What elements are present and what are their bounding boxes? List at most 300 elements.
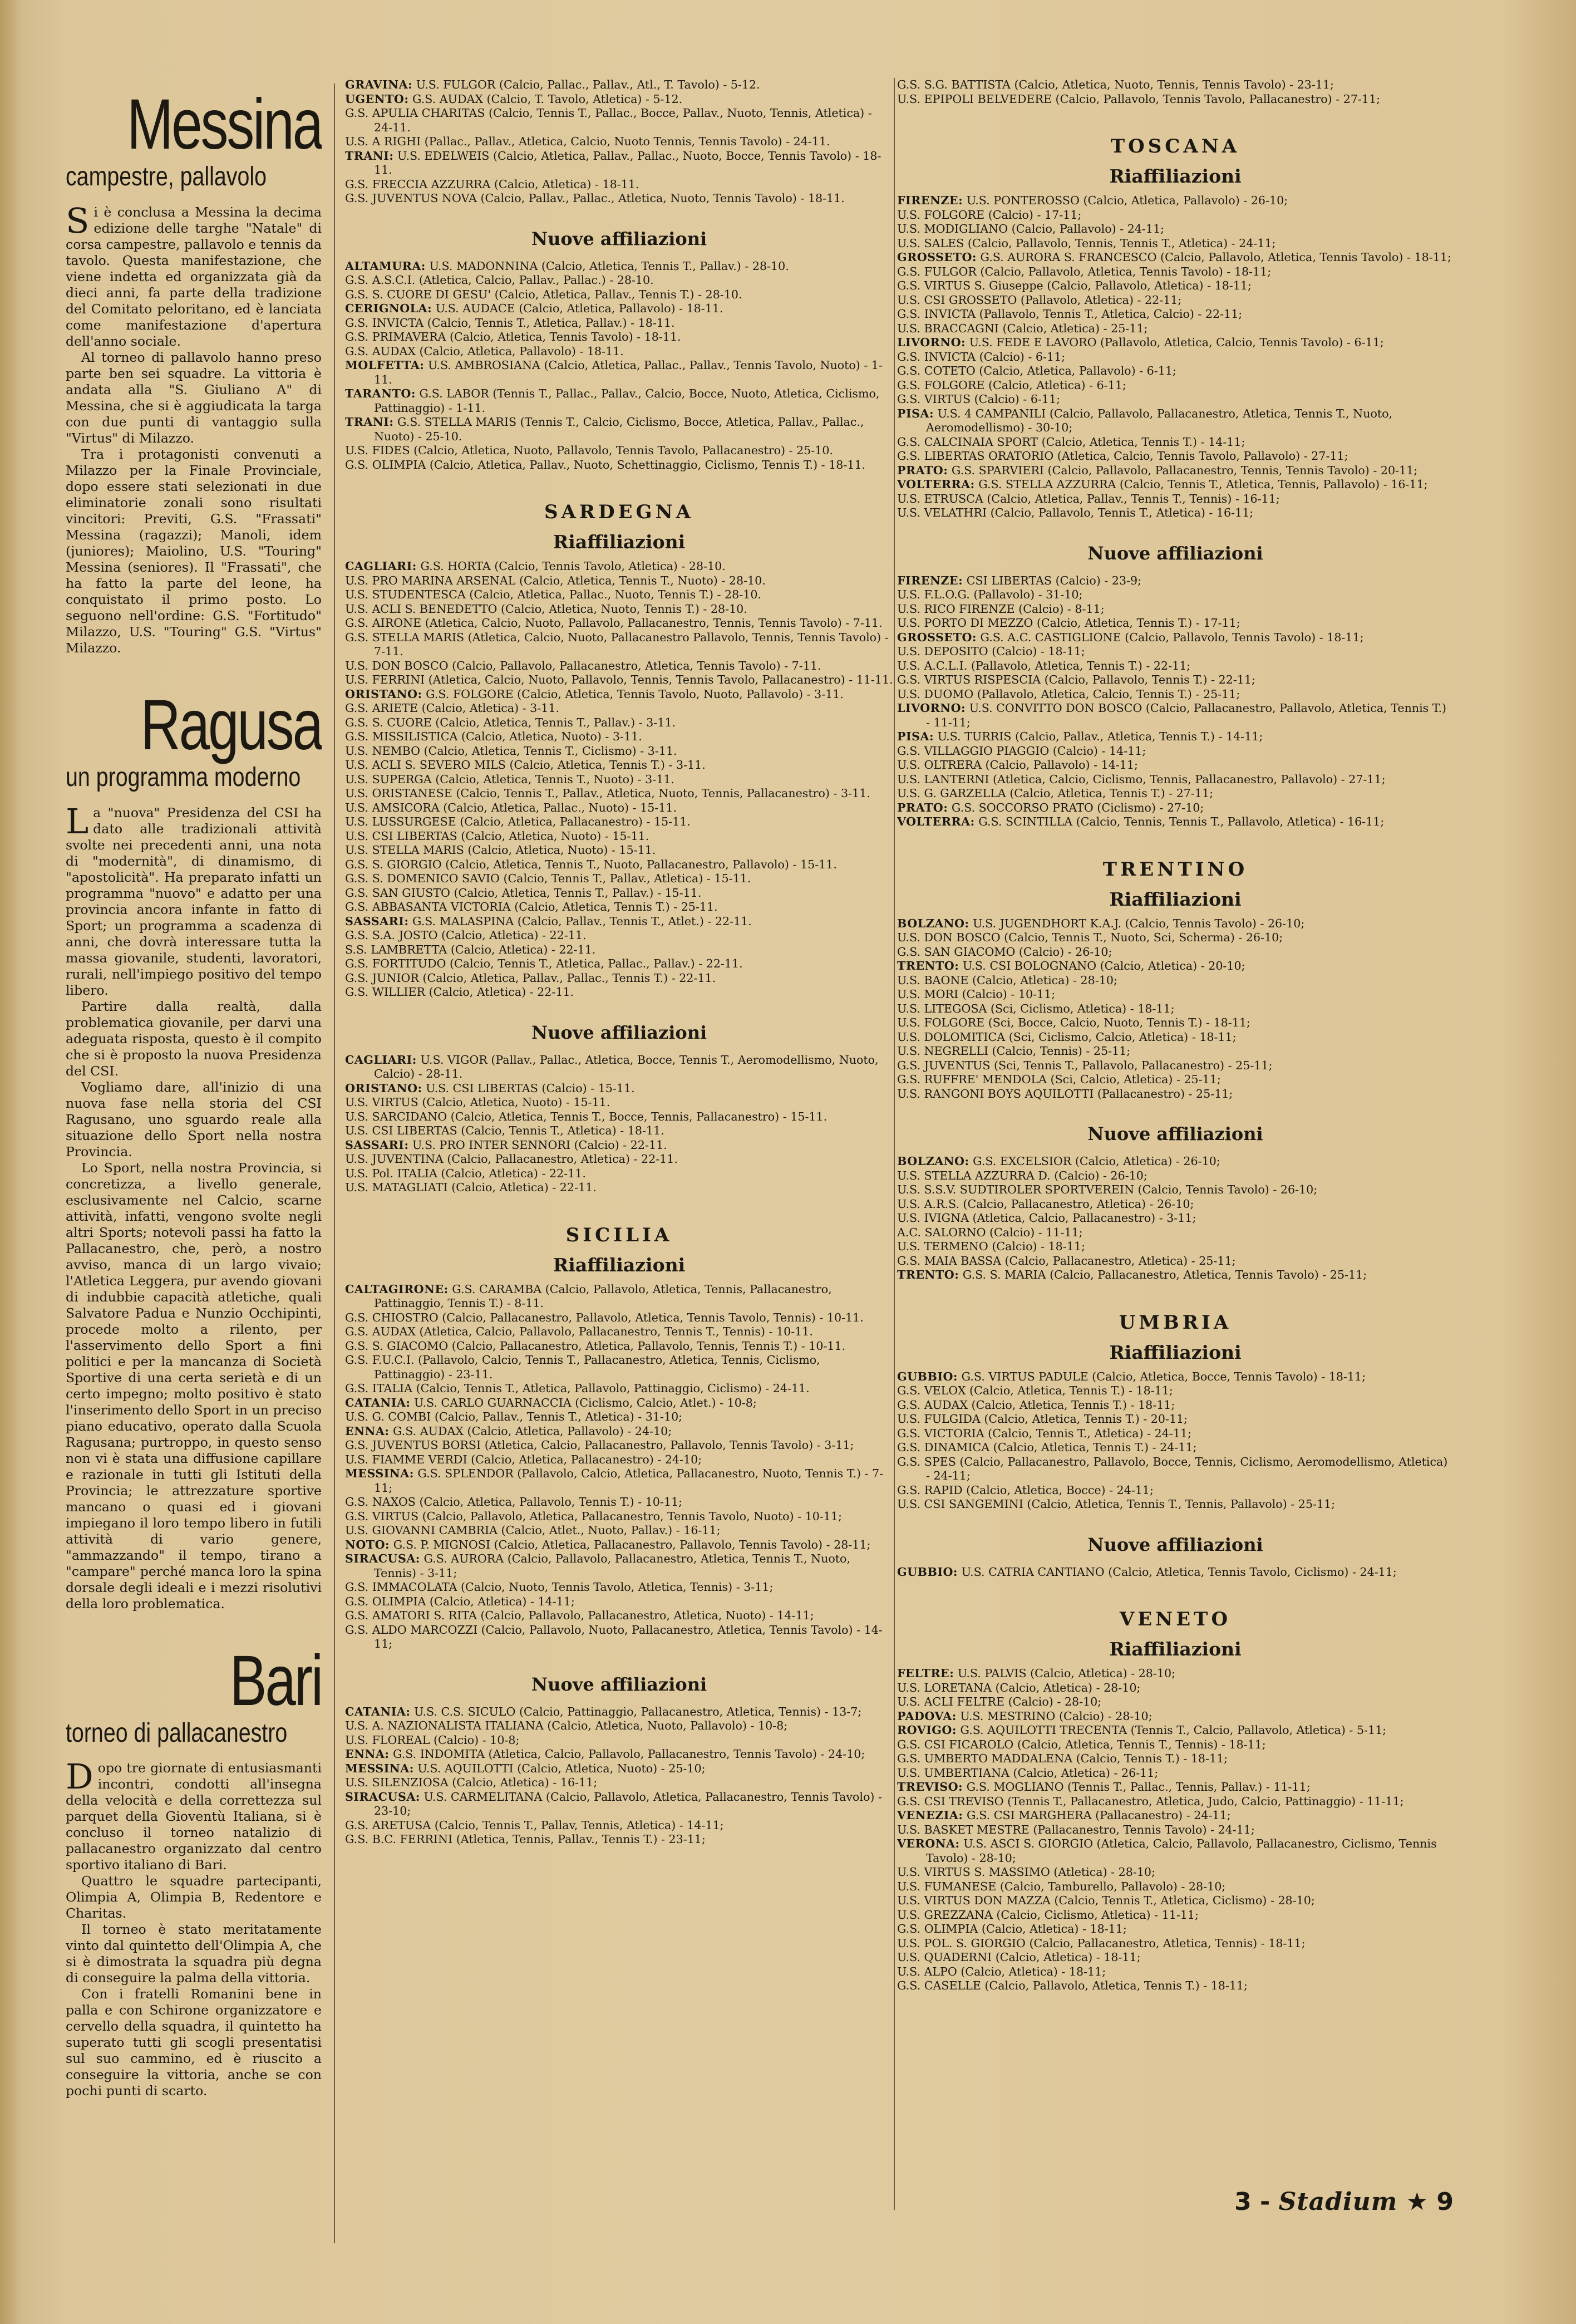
- club-text: G.S. FRECCIA AZZURRA (Calcio, Atletica) - 18-11.: [345, 177, 639, 191]
- club-entry: [897, 1667, 1454, 1681]
- club-entry: [345, 915, 893, 929]
- club-entry: [897, 1780, 1454, 1795]
- club-text: U.S. FEDE E LAVORO (Pallavolo, Atletica, Calcio, Tennis Tavolo) - 6-11;: [969, 336, 1384, 349]
- club-text: G.S. AURORA S. FRANCESCO (Calcio, Pallavolo, Atletica, Tennis Tavolo) - 18-11;: [980, 250, 1451, 264]
- city-label: GUBBIO:: [897, 1369, 958, 1383]
- city-label: TREVISO:: [897, 1780, 963, 1794]
- club-entry: [345, 1325, 893, 1339]
- club-text: U.S. UMBERTIANA (Calcio, Atletica) - 26-11;: [897, 1766, 1159, 1780]
- city-label: VENEZIA:: [897, 1809, 963, 1822]
- club-text: G.S. S. CUORE (Calcio, Atletica, Tennis T., Pallav.) - 3-11.: [345, 715, 676, 729]
- club-text: G.S. A.C. CASTIGLIONE (Calcio, Pallavolo, Tennis Tavolo) - 18-11;: [980, 630, 1364, 644]
- club-text: U.S. EDELWEIS (Calcio, Atletica, Pallav., Pallac., Nuoto, Bocce, Tennis Tavolo) - 18-11.: [374, 149, 881, 176]
- club-text: G.S. SPARVIERI (Calcio, Pallavolo, Pallacanestro, Tennis, Tennis Tavolo) - 20-11;: [951, 463, 1418, 477]
- club-text: G.S. MAIA BASSA (Calcio, Pallacanestro, Atletica) - 25-11;: [897, 1254, 1236, 1267]
- club-entry: [345, 971, 893, 986]
- club-text: U.S. ACLI S. SEVERO MILS (Calcio, Atletica, Tennis T.) - 3-11.: [345, 758, 706, 772]
- club-entry: [897, 449, 1454, 464]
- page-number-right: 9: [1436, 2188, 1454, 2216]
- club-text: U.S. CSI BOLOGNANO (Calcio, Atletica) - 20-10;: [962, 959, 1245, 972]
- club-text: U.S. RICO FIRENZE (Calcio) - 8-11;: [897, 602, 1105, 616]
- club-text: U.S. VIRTUS (Calcio, Atletica, Nuoto) - 15-11.: [345, 1095, 610, 1109]
- club-entry: [897, 1183, 1454, 1197]
- article-subtitle: torneo di pallacanestro: [66, 1718, 288, 1748]
- paragraph-text: Con i fratelli Romanini bene in palla e con Schirone organizzatore e cervello della squadra, il quintetto ha superato tutti gli scogli presentatisi sul suo cammino, ed è riuscito a conseguire la vittoria, anche se con pochi punti di scarto.: [66, 1986, 322, 2099]
- club-entry: [345, 1138, 893, 1153]
- club-text: G.S. VIRTUS (Calcio, Pallavolo, Atletica, Pallacanestro, Tennis Tavolo, Nuoto) - 10-11;: [345, 1509, 842, 1523]
- club-text: G.S. AIRONE (Atletica, Calcio, Nuoto, Pallavolo, Pallacanestro, Tennis, Tennis Tavolo) - 7-11.: [345, 616, 883, 630]
- city-label: ENNA:: [345, 1747, 390, 1761]
- club-entry: [345, 1790, 893, 1819]
- club-text: U.S. FULGIDA (Calcio, Atletica, Tennis T.) - 20-11;: [897, 1412, 1188, 1426]
- city-label: ORISTANO:: [345, 687, 422, 701]
- club-text: G.S. FORTITUDO (Calcio, Tennis T., Atletica, Pallac., Pallav.) - 22-11.: [345, 957, 743, 970]
- club-text: G.S. AURORA (Calcio, Pallavolo, Pallacanestro, Atletica, Tennis T., Nuoto, Tennis) - 3-11;: [374, 1552, 850, 1580]
- city-label: CERIGNOLA:: [345, 302, 432, 315]
- club-entry: [897, 588, 1454, 602]
- club-entry: [897, 1268, 1454, 1283]
- club-text: U.S. FLOREAL (Calcio) - 10-8;: [345, 1733, 520, 1747]
- club-entry: [897, 744, 1454, 759]
- region-heading: TRENTINO: [1102, 858, 1248, 881]
- club-text: G.S. B.C. FERRINI (Atletica, Tennis, Pallav., Tennis T.) - 23-11;: [345, 1832, 706, 1846]
- club-text: G.S. INVICTA (Pallavolo, Tennis T., Atletica, Calcio) - 22-11;: [897, 307, 1243, 321]
- region-heading: SARDEGNA: [544, 501, 695, 523]
- club-entry: [897, 392, 1454, 407]
- club-text: U.S. VIRTUS S. MASSIMO (Atletica) - 28-10;: [897, 1865, 1155, 1879]
- club-entry: [345, 886, 893, 901]
- club-entry: [345, 701, 893, 716]
- article-city-title: Ragusa: [140, 685, 322, 765]
- club-text: G.S. STELLA AZZURRA (Calcio, Tennis T., Atletica, Tennis, Pallavolo) - 16-11;: [978, 478, 1428, 491]
- article-paragraph: [66, 350, 322, 446]
- drop-cap: D: [66, 1756, 93, 1797]
- club-text: G.S. P. MIGNOSI (Calcio, Atletica, Pallacanestro, Pallavolo, Tennis Tavolo) - 28-11;: [393, 1537, 871, 1551]
- club-text: U.S. JUGENDHORT K.A.J. (Calcio, Tennis Tavolo) - 26-10;: [973, 916, 1305, 930]
- city-label: ORISTANO:: [345, 1081, 422, 1095]
- club-text: G.S. OLIMPIA (Calcio, Atletica) - 14-11;: [345, 1594, 575, 1608]
- club-entry: [345, 1283, 893, 1311]
- club-text: U.S. A.C.L.I. (Pallavolo, Atletica, Tennis T.) - 22-11;: [897, 659, 1191, 672]
- club-entry: [897, 730, 1454, 744]
- city-label: BOLZANO:: [897, 916, 969, 930]
- club-entry: [897, 945, 1454, 960]
- club-entry: [897, 1030, 1454, 1045]
- club-text: G.S. COTETO (Calcio, Atletica, Pallavolo) - 6-11;: [897, 364, 1176, 377]
- paragraph-text: a "nuova" Presidenza del CSI ha dato alle tradizionali attività svolte nei precedenti anni, una nota di "modernità", di dinamismo, di "apostolicità". Ha preparato infatti un programma "nuovo" e adatto per una provincia ancora infante in fatto di Sport; un programma a scadenza di anni, che dovrà interessare tutta la massa giovanile, studenti, lavoratori, rurali, nell'impiego positivo del tempo libero.: [66, 804, 322, 998]
- club-entry: [897, 1695, 1454, 1709]
- club-entry: [345, 1623, 893, 1652]
- club-text: U.S. FOLGORE (Calcio) - 17-11;: [897, 208, 1082, 222]
- club-entry: [345, 631, 893, 659]
- club-entry: [897, 1908, 1454, 1923]
- club-entry: [345, 1552, 893, 1580]
- club-text: G.S. MOGLIANO (Tennis T., Pallac., Tennis, Pallav.) - 11-11;: [966, 1780, 1311, 1794]
- club-entry: [345, 1832, 893, 1847]
- club-entry: [345, 1595, 893, 1609]
- club-text: G.S. JUVENTUS NOVA (Calcio, Pallav., Pallac., Atletica, Nuoto, Tennis Tavolo) - 18-11.: [345, 191, 845, 205]
- club-entry: [345, 444, 893, 458]
- club-entry: [897, 801, 1454, 815]
- paragraph-text: Il torneo è stato meritatamente vinto dal quintetto dell'Olimpia A, che si è dimostrata la squadra più degna di conseguire la palma della vittoria.: [66, 1922, 322, 1986]
- club-entry: [345, 801, 893, 815]
- club-entry: [345, 872, 893, 886]
- club-text: G.S. RAPID (Calcio, Atletica, Bocce) - 24-11;: [897, 1483, 1154, 1497]
- club-entry: [897, 336, 1454, 350]
- club-entry: [345, 178, 893, 192]
- club-text: G.S. DINAMICA (Calcio, Atletica, Tennis T.) - 24-11;: [897, 1441, 1197, 1454]
- club-entry: [897, 478, 1454, 492]
- club-entry: [345, 1495, 893, 1510]
- club-entry: [345, 1609, 893, 1623]
- club-entry: [897, 959, 1454, 974]
- club-text: U.S. QUADERNI (Calcio, Atletica) - 18-11;: [897, 1950, 1141, 1964]
- club-entry: [345, 1524, 893, 1538]
- club-entry: [897, 1197, 1454, 1212]
- club-text: G.S. AUDAX (Atletica, Calcio, Pallavolo, Pallacanestro, Tennis T., Tennis) - 10-11.: [345, 1325, 813, 1338]
- club-text: G.S. S. CUORE DI GESU' (Calcio, Atletica, Pallav., Tennis T.) - 28-10.: [345, 287, 742, 301]
- club-text: G.S. ITALIA (Calcio, Tennis T., Atletica, Pallavolo, Pattinaggio, Ciclismo) - 24-11.: [345, 1382, 810, 1395]
- paragraph-text: Partire dalla realtà, dalla problematica giovanile, per darvi una adeguata risposta, questo è il compito che si è proposto la nuova Presidenza del CSI.: [66, 998, 322, 1079]
- club-entry: [897, 492, 1454, 507]
- drop-cap: S: [66, 200, 90, 241]
- club-text: U.S. CATRIA CANTIANO (Calcio, Atletica, Tennis Tavolo, Ciclismo) - 24-11;: [961, 1565, 1397, 1579]
- club-text: U.S. DON BOSCO (Calcio, Tennis T., Nuoto, Sci, Scherma) - 26-10;: [897, 931, 1283, 944]
- club-text: G.S. CHIOSTRO (Calcio, Pallacanestro, Pallavolo, Atletica, Tennis Tavolo, Tennis) - 10-11.: [345, 1310, 864, 1324]
- club-entry: [897, 1002, 1454, 1016]
- city-label: TRANI:: [345, 149, 394, 163]
- club-entry: [897, 1795, 1454, 1809]
- club-entry: [345, 1124, 893, 1138]
- section-subheading: Riaffiliazioni: [553, 531, 686, 553]
- club-entry: [897, 92, 1454, 107]
- article-subtitle: un programma moderno: [66, 762, 301, 792]
- club-entry: [897, 1073, 1454, 1087]
- club-text: U.S. MATAGLIATI (Calcio, Atletica) - 22-11.: [345, 1181, 597, 1194]
- article-paragraph: [66, 1079, 322, 1160]
- club-entry: [345, 135, 893, 149]
- club-text: G.S. SAN GIUSTO (Calcio, Atletica, Tennis T., Pallav.) - 15-11.: [345, 886, 702, 900]
- club-entry: [897, 379, 1454, 393]
- club-entry: [345, 943, 893, 957]
- club-entry: [345, 957, 893, 971]
- city-label: FELTRE:: [897, 1667, 954, 1680]
- club-text: G.S. JUNIOR (Calcio, Atletica, Pallav., Pallac., Tennis T.) - 22-11.: [345, 971, 716, 985]
- city-label: PADOVA:: [897, 1709, 957, 1723]
- club-entry: [345, 773, 893, 787]
- club-text: U.S. NEMBO (Calcio, Atletica, Tennis T., Ciclismo) - 3-11.: [345, 744, 677, 758]
- club-text: G.S. ABBASANTA VICTORIA (Calcio, Atletica, Tennis T.) - 25-11.: [345, 900, 718, 913]
- club-text: G.S. OLIMPIA (Calcio, Atletica, Pallav., Nuoto, Schettinaggio, Ciclismo, Tennis T.) - 18-11.: [345, 458, 866, 471]
- club-text: U.S. DEPOSITO (Calcio) - 18-11;: [897, 645, 1085, 658]
- region-heading: SICILIA: [565, 1224, 673, 1246]
- article-paragraph: [66, 1922, 322, 1986]
- club-text: G.S. NAXOS (Calcio, Atletica, Pallavolo, Tennis T.) - 10-11;: [345, 1495, 683, 1509]
- club-entry: [897, 574, 1454, 588]
- club-text: U.S. GIOVANNI CAMBRIA (Calcio, Atlet., Nuoto, Pallav.) - 16-11;: [345, 1524, 721, 1537]
- club-text: U.S. A RIGHI (Pallac., Pallav., Atletica, Calcio, Nuoto Tennis, Tennis Tavolo) - 24-11.: [345, 135, 830, 148]
- club-entry: [897, 1154, 1454, 1169]
- article-paragraph: [66, 1756, 322, 1873]
- city-label: GUBBIO:: [897, 1565, 958, 1579]
- club-entry: [897, 1483, 1454, 1498]
- city-label: TRENTO:: [897, 959, 959, 972]
- club-text: U.S. 4 CAMPANILI (Calcio, Pallavolo, Pallacanestro, Atletica, Tennis T., Nuoto, Aeromodellismo) - 30-10;: [926, 406, 1393, 434]
- club-entry: [345, 858, 893, 872]
- section-subheading: Riaffiliazioni: [553, 1254, 686, 1276]
- club-text: G.S. STELLA MARIS (Tennis T., Calcio, Ciclismo, Bocce, Atletica, Pallav., Pallac., Nuoto) - 25-10.: [374, 415, 864, 443]
- club-entry: [897, 364, 1454, 379]
- club-entry: [345, 985, 893, 1000]
- club-text: U.S. IVIGNA (Atletica, Calcio, Pallacanestro) - 3-11;: [897, 1211, 1196, 1225]
- city-label: PRATO:: [897, 463, 948, 477]
- club-text: G.S. VIRTUS PADULE (Calcio, Atletica, Bocce, Tennis Tavolo) - 18-11;: [961, 1369, 1366, 1383]
- club-text: U.S. AMSICORA (Calcio, Atletica, Pallac., Nuoto) - 15-11.: [345, 800, 677, 814]
- club-text: A.C. SALORNO (Calcio) - 11-11;: [897, 1225, 1083, 1239]
- club-text: U.S. SUPERGA (Calcio, Atletica, Tennis T., Nuoto) - 3-11.: [345, 772, 674, 786]
- club-entry: [345, 1719, 893, 1733]
- city-label: VOLTERRA:: [897, 478, 975, 491]
- club-entry: [897, 1044, 1454, 1059]
- club-entry: [897, 78, 1454, 92]
- club-text: G.S. FOLGORE (Calcio, Atletica, Tennis Tavolo, Nuoto, Pallavolo) - 3-11.: [426, 687, 844, 701]
- club-entry: [345, 106, 893, 135]
- club-entry: [345, 1053, 893, 1082]
- club-text: U.S. BRACCAGNI (Calcio, Atletica) - 25-11;: [897, 321, 1148, 335]
- club-text: U.S. CARMELITANA (Calcio, Pallavolo, Atletica, Pallacanestro, Tennis Tavolo) - 23-10;: [374, 1790, 882, 1817]
- club-text: U.S. JUVENTINA (Calcio, Pallacanestro, Atletica) - 22-11.: [345, 1152, 678, 1166]
- club-entry: [345, 1467, 893, 1495]
- city-label: CAGLIARI:: [345, 559, 417, 573]
- club-entry: [897, 1226, 1454, 1240]
- club-entry: [345, 1819, 893, 1833]
- club-entry: [345, 1776, 893, 1790]
- club-entry: [345, 1453, 893, 1467]
- club-text: U.S. CSI GROSSETO (Pallavolo, Atletica) - 22-11;: [897, 293, 1182, 307]
- club-text: U.S. A. NAZIONALISTA ITALIANA (Calcio, Atletica, Nuoto, Pallavolo) - 10-8;: [345, 1719, 788, 1732]
- club-text: S.S. LAMBRETTA (Calcio, Atletica) - 22-11.: [345, 942, 596, 956]
- club-text: U.S. LORETANA (Calcio, Atletica) - 28-10;: [897, 1681, 1141, 1694]
- club-entry: [897, 1922, 1454, 1937]
- club-entry: [897, 917, 1454, 931]
- club-entry: [345, 1181, 893, 1195]
- section-subheading: Nuove affiliazioni: [1087, 542, 1263, 564]
- club-entry: [897, 407, 1454, 435]
- club-text: G.S. VIRTUS RISPESCIA (Calcio, Pallavolo, Tennis T.) - 22-11;: [897, 673, 1255, 686]
- club-entry: [897, 350, 1454, 365]
- club-entry: [345, 458, 893, 473]
- club-text: U.S. GREZZANA (Calcio, Ciclismo, Atletica) - 11-11;: [897, 1908, 1199, 1922]
- club-entry: [345, 1733, 893, 1748]
- section-subheading: Nuove affiliazioni: [531, 228, 707, 249]
- paragraph-text: i è conclusa a Messina la decima edizione delle targhe "Natale" di corsa campestre, pallavolo e tennis da tavolo. Questa manifestazione, che viene indetta ed organizzata già da dieci anni, fa parte della tradizione del Comitato peloritano, ed è lanciata come manifestazione d'apertura dell'anno sociale.: [66, 204, 322, 349]
- club-entry: [897, 773, 1454, 787]
- club-entry: [345, 191, 893, 206]
- city-label: LIVORNO:: [897, 701, 966, 715]
- club-entry: [897, 1809, 1454, 1823]
- club-entry: [897, 787, 1454, 801]
- club-text: G.S. FOLGORE (Calcio, Atletica) - 6-11;: [897, 378, 1126, 392]
- club-entry: [897, 687, 1454, 702]
- club-entry: [897, 1412, 1454, 1427]
- city-label: TARANTO:: [345, 387, 416, 400]
- club-entry: [345, 1082, 893, 1096]
- club-text: G.S. UMBERTO MADDALENA (Calcio, Tennis T.) - 18-11;: [897, 1752, 1228, 1765]
- club-entry: [897, 1169, 1454, 1183]
- club-entry: [345, 78, 893, 92]
- club-entry: [345, 330, 893, 345]
- city-label: PISA:: [897, 730, 934, 743]
- club-text: G.S. MALASPINA (Calcio, Pallav., Tennis T., Atlet.) - 22-11.: [412, 914, 752, 928]
- club-entry: [897, 1455, 1454, 1483]
- club-entry: [897, 1211, 1454, 1226]
- page-number-left: 3 -: [1234, 2188, 1270, 2216]
- section-subheading: Nuove affiliazioni: [531, 1021, 707, 1043]
- club-entry: [897, 1965, 1454, 1979]
- club-entry: [897, 1837, 1454, 1865]
- club-entry: [345, 1167, 893, 1181]
- article-paragraph: [66, 1986, 322, 2099]
- club-text: U.S. AMBROSIANA (Calcio, Atletica, Pallac., Pallav., Tennis Tavolo, Nuoto) - 1-11.: [374, 358, 883, 386]
- club-text: G.S. MISSILISTICA (Calcio, Atletica, Nuoto) - 3-11.: [345, 730, 642, 743]
- club-entry: [897, 1681, 1454, 1696]
- paragraph-text: Lo Sport, nella nostra Provincia, si concretizza, a livello generale, esclusivamente nel Calcio, scarne attività, infatti, vengono svolte negli altri Sports; notevoli passi ha fatto la Pallacanestro, che, però, a nostro avviso, manca di un largo vivaio; l'Atletica Leggera, pur avendo giovani di indubbie capacità atletiche, quali Salvatore Padua e Nunzio Occhipinti, procede molto a rilento, per l'asservimento dello Sport a fini politici e per la mancanza di Società Sportive di una certa serietà e di un certo impegno; molto positivo è stato l'inserimento dello Sport in un preciso piano educativo, operato dalla Scuola Ragusana; purtroppo, in questo senso non vi è stata una diffusione capillare e razionale in tutti gli Istituti della Provincia; le attrezzature sportive mancano o quasi ed i giovani impiegano il loro tempo libero in futili attività di vario genere, "ammazzando" il tempo, tirano a "campare" perché manca loro la spina dorsale degli ideali e i mezzi risolutivi della loro problematica.: [66, 1159, 322, 1611]
- club-text: G.S. WILLIER (Calcio, Atletica) - 22-11.: [345, 985, 574, 999]
- club-text: U.S. CARLO GUARNACCIA (Ciclismo, Calcio, Atlet.) - 10-8;: [414, 1396, 757, 1409]
- club-text: U.S. SARCIDANO (Calcio, Atletica, Tennis T., Bocce, Tennis, Pallacanestro) - 15-11.: [345, 1109, 828, 1123]
- column-rule-left: [334, 83, 335, 2243]
- club-text: G.S. SAN GIACOMO (Calcio) - 26-10;: [897, 945, 1112, 959]
- star-icon: ★: [1406, 2188, 1429, 2216]
- city-label: VOLTERRA:: [897, 815, 975, 828]
- club-text: G.S. CALCINAIA SPORT (Calcio, Atletica, Tennis T.) - 14-11;: [897, 435, 1245, 449]
- club-text: U.S. AQUILOTTI (Calcio, Atletica, Nuoto) - 25-10;: [417, 1761, 706, 1775]
- club-entry: [897, 237, 1454, 251]
- club-text: G.S. VIRTUS S. Giuseppe (Calcio, Pallavolo, Atletica) - 18-11;: [897, 279, 1252, 292]
- club-entry: [897, 1240, 1454, 1254]
- club-text: G.S. S. GIACOMO (Calcio, Pallacanestro, Atletica, Pallavolo, Tennis, Tennis T.) - 10-11.: [345, 1339, 846, 1353]
- club-text: G.S. AUDAX (Calcio, Atletica, Tennis T.) - 18-11;: [897, 1398, 1175, 1412]
- city-label: SASSARI:: [345, 1138, 409, 1152]
- club-entry: [897, 1865, 1454, 1880]
- club-text: U.S. FOLGORE (Sci, Bocce, Calcio, Nuoto, Tennis T.) - 18-11;: [897, 1016, 1250, 1029]
- left-news-column: [66, 83, 322, 2254]
- city-label: ENNA:: [345, 1424, 390, 1438]
- club-text: U.S. MADONNINA (Calcio, Atletica, Tennis T., Pallav.) - 28-10.: [429, 259, 789, 273]
- club-entry: [345, 758, 893, 773]
- club-entry: [897, 208, 1454, 223]
- club-text: G.S. SPES (Calcio, Pallacanestro, Pallavolo, Bocce, Tennis, Ciclismo, Aeromodellismo, Atletica) - 24-11;: [897, 1455, 1448, 1482]
- club-text: G.S. AQUILOTTI TRECENTA (Tennis T., Calcio, Pallavolo, Atletica) - 5-11;: [960, 1723, 1387, 1737]
- club-text: G.S. S. DOMENICO SAVIO (Calcio, Tennis T., Pallav., Atletica) - 15-11.: [345, 872, 751, 885]
- club-entry: [345, 829, 893, 844]
- club-text: U.S. BASKET MESTRE (Pallacanestro, Tennis Tavolo) - 24-11;: [897, 1822, 1255, 1836]
- club-text: G.S. STELLA MARIS (Atletica, Calcio, Nuoto, Pallacanestro Pallavolo, Tennis, Tennis Tavolo) - 7-11.: [345, 630, 889, 658]
- paragraph-text: opo tre giornate di entusiasmanti incontri, condotti all'insegna della velocità e della correttezza sul parquet della Gioventù Italiana, si è concluso il torneo natalizio di pallacanestro organizzato dal centro sportivo italiano di Bari.: [66, 1760, 322, 1873]
- paragraph-text: Quattro le squadre partecipanti, Olimpia A, Olimpia B, Redentore e Charitas.: [66, 1873, 322, 1922]
- club-text: G.S. HORTA (Calcio, Tennis Tavolo, Atletica) - 28-10.: [420, 559, 726, 573]
- club-entry: [897, 250, 1454, 265]
- club-entry: [897, 758, 1454, 773]
- city-label: TRENTO:: [897, 1268, 959, 1281]
- club-entry: [897, 307, 1454, 322]
- club-entry: [345, 1438, 893, 1453]
- club-entry: [897, 974, 1454, 988]
- city-label: GROSSETO:: [897, 630, 977, 644]
- club-entry: [345, 1510, 893, 1524]
- club-entry: [897, 673, 1454, 687]
- club-entry: [897, 464, 1454, 478]
- club-entry: [897, 1087, 1454, 1102]
- club-text: U.S. CSI LIBERTAS (Calcio, Atletica, Nuoto) - 15-11.: [345, 829, 649, 843]
- club-text: G.S. ARIETE (Calcio, Atletica) - 3-11.: [345, 701, 559, 715]
- section-subheading: Riaffiliazioni: [1109, 888, 1242, 910]
- club-text: G.S. AMATORI S. RITA (Calcio, Pallavolo, Pallacanestro, Atletica, Nuoto) - 14-11;: [345, 1609, 814, 1622]
- club-text: G.S. INVICTA (Calcio) - 6-11;: [897, 350, 1066, 363]
- article-city-title: Bari: [229, 1640, 322, 1721]
- club-entry: [345, 149, 893, 178]
- club-text: G.S. CSI MARGHERA (Pallacanestro) - 24-11;: [967, 1809, 1231, 1822]
- club-entry: [345, 1705, 893, 1719]
- club-text: U.S. TERMENO (Calcio) - 18-11;: [897, 1240, 1085, 1253]
- article-subtitle: campestre, pallavolo: [66, 162, 267, 191]
- column-rule-right: [894, 78, 895, 2210]
- club-text: U.S. CSI SANGEMINI (Calcio, Atletica, Tennis T., Tennis, Pallavolo) - 25-11;: [897, 1497, 1336, 1511]
- club-entry: [345, 1382, 893, 1396]
- city-label: VERONA:: [897, 1837, 960, 1850]
- city-label: PRATO:: [897, 800, 948, 814]
- section-subheading: Riaffiliazioni: [1109, 1341, 1242, 1363]
- club-text: U.S. ACLI S. BENEDETTO (Calcio, Atletica, Nuoto, Tennis T.) - 28-10.: [345, 602, 747, 616]
- club-text: U.S. VELATHRI (Calcio, Pallavolo, Tennis T., Atletica) - 16-11;: [897, 506, 1254, 519]
- club-entry: [345, 1538, 893, 1552]
- paragraph-text: Vogliamo dare, all'inizio di una nuova fase nella storia del CSI Ragusano, uno sguardo reale alla situazione dello Sport nella nostra Provincia.: [66, 1079, 322, 1159]
- city-label: CALTAGIRONE:: [345, 1282, 449, 1296]
- club-entry: [345, 559, 893, 574]
- city-label: SASSARI:: [345, 914, 409, 928]
- city-label: MESSINA:: [345, 1467, 414, 1480]
- club-text: U.S. DOLOMITICA (Sci, Ciclismo, Calcio, Atletica) - 18-11;: [897, 1030, 1237, 1044]
- club-entry: [345, 358, 893, 387]
- club-text: U.S. FUMANESE (Calcio, Tamburello, Pallavolo) - 28-10;: [897, 1879, 1226, 1893]
- section-subheading: Riaffiliazioni: [1109, 1638, 1242, 1660]
- club-entry: [897, 194, 1454, 208]
- club-entry: [345, 815, 893, 829]
- club-entry: [897, 815, 1454, 829]
- club-text: U.S. FERRINI (Atletica, Calcio, Nuoto, Pallavolo, Tennis, Tennis Tavolo, Pallacanestro) - 11-11.: [345, 673, 893, 686]
- club-text: U.S. PONTEROSSO (Calcio, Atletica, Pallavolo) - 26-10;: [966, 194, 1288, 207]
- city-label: FIRENZE:: [897, 573, 963, 587]
- club-entry: [345, 744, 893, 759]
- club-entry: [897, 1398, 1454, 1413]
- section-subheading: Nuove affiliazioni: [1087, 1123, 1263, 1144]
- club-entry: [897, 1441, 1454, 1455]
- club-text: G.S. CASELLE (Calcio, Pallavolo, Atletica, Tennis T.) - 18-11;: [897, 1979, 1248, 1992]
- club-text: G.S. CARAMBA (Calcio, Pallavolo, Atletica, Tennis, Pallacanestro, Pattinaggio, Tennis T.) - 8-11.: [374, 1282, 832, 1310]
- club-entry: [897, 1950, 1454, 1965]
- club-entry: [345, 716, 893, 730]
- magazine-name: Stadium: [1278, 2188, 1398, 2216]
- city-label: MOLFETTA:: [345, 358, 425, 372]
- club-entry: [897, 1059, 1454, 1073]
- club-entry: [345, 730, 893, 744]
- city-label: PISA:: [897, 406, 934, 420]
- club-entry: [897, 506, 1454, 520]
- club-text: U.S. ASCI S. GIORGIO (Atletica, Calcio, Pallavolo, Pallacanestro, Ciclismo, Tennis Tavolo) - 28-10;: [926, 1837, 1437, 1865]
- club-text: G.S. AUDAX (Calcio, Atletica, Pallavolo) - 18-11.: [345, 344, 624, 358]
- club-text: U.S. ACLI FELTRE (Calcio) - 28-10;: [897, 1695, 1102, 1708]
- club-entry: [345, 1424, 893, 1439]
